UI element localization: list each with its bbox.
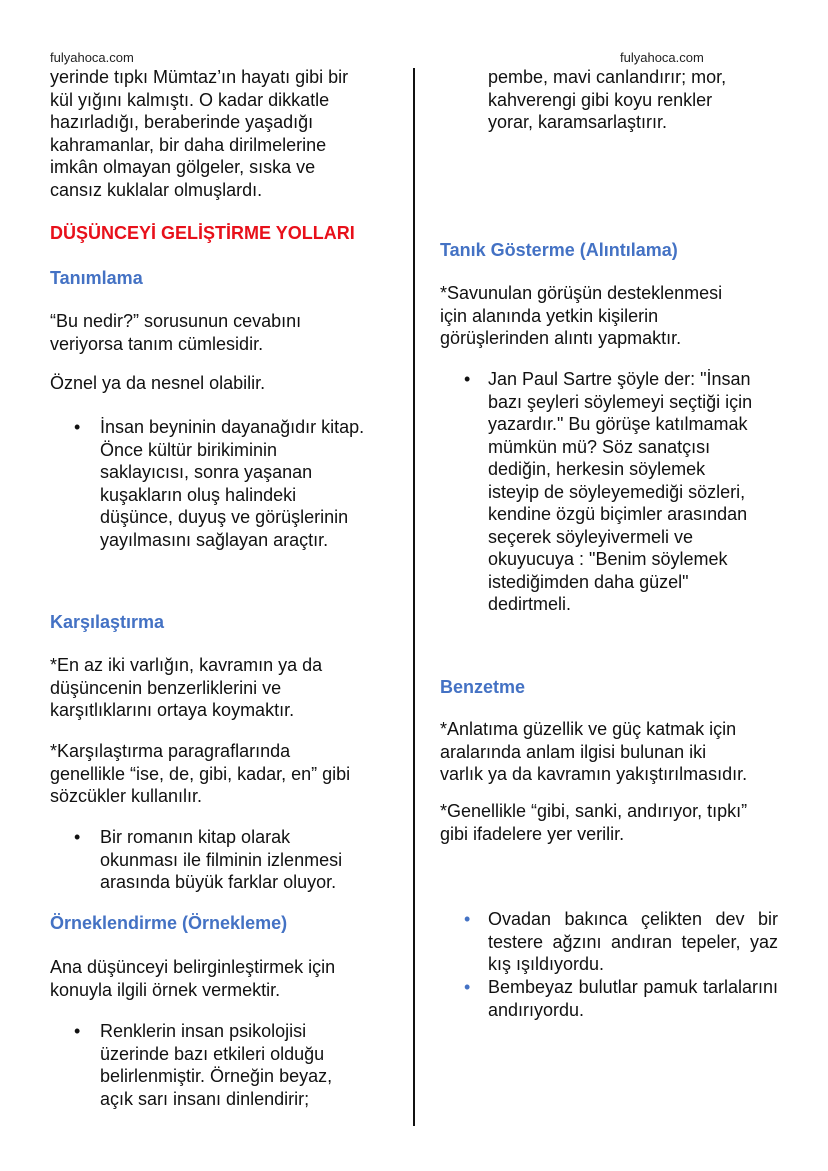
- site-name-right: fulyahoca.com: [620, 50, 704, 65]
- orneklendirme-paragraph: Ana düşünceyi belirginleştirmek için konuyla ilgili örnek vermektir.: [50, 957, 336, 1000]
- heading-tanimlama: Tanımlama: [50, 268, 143, 288]
- tanimlama-paragraph-2: Öznel ya da nesnel olabilir.: [50, 373, 266, 393]
- orneklendirme-example: Renklerin insan psikolojisi üzerinde bazı etkileri olduğu belirlenmiştir. Örneğin beyaz, açık sarı insanı dinlendirir;: [100, 1021, 333, 1109]
- heading-karsilastirma: Karşılaştırma: [50, 612, 165, 632]
- bullet-icon: •: [74, 827, 81, 847]
- benzetme-example-1: Ovadan bakınca çelikten dev bir testere ağzını andıran tepeler, yaz kış ışıldıyordu.: [488, 909, 778, 974]
- heading-benzetme: Benzetme: [440, 677, 526, 697]
- heading-orneklendirme: Örneklendirme (Örnekleme): [50, 913, 288, 933]
- column-divider: [413, 68, 415, 1126]
- karsilastirma-paragraph-1: *En az iki varlığın, kavramın ya da düşüncenin benzerliklerini ve karşıtlıklarını ortaya koymaktır.: [50, 655, 323, 720]
- tanimlama-paragraph-1: “Bu nedir?” sorusunun cevabını veriyorsa tanım cümlesidir.: [50, 311, 302, 354]
- site-name-left: fulyahoca.com: [50, 50, 134, 65]
- bullet-icon: •: [464, 977, 471, 997]
- continuation-paragraph: pembe, mavi canlandırır; mor, kahverengi gibi koyu renkler yorar, karamsarlaştırır.: [488, 67, 727, 132]
- heading-tanik-gosterme: Tanık Gösterme (Alıntılama): [440, 240, 678, 260]
- tanik-example: Jan Paul Sartre şöyle der: "İnsan bazı şeyleri söylemeyi seçtiği için yazardır." Bu görüşe katılmamak mümkün mü? Söz sanatçısı dediğin, herkesin söylemek isteyip de söyleyemediği sözleri, kendine özgü biçimler arasından seçerek söyleyivermeli ve okuyucuya : "Benim söylemek istediğimden daha güzel" dedirtmeli.: [488, 369, 753, 614]
- tanimlama-example: İnsan beyninin dayanağıdır kitap. Önce kültür birikiminin saklayıcısı, sonra yaşanan kuşakların oluş halindeki düşünce, duyuş ve görüşlerinin yayılmasını sağlayan araçtır.: [100, 417, 365, 550]
- benzetme-example-2: Bembeyaz bulutlar pamuk tarlalarını andırıyordu.: [488, 977, 778, 1020]
- karsilastirma-paragraph-2: *Karşılaştırma paragraflarında genellikle “ise, de, gibi, kadar, en” gibi sözcükler kullanılır.: [50, 741, 351, 806]
- bullet-icon: •: [464, 369, 471, 389]
- bullet-icon: •: [74, 1021, 81, 1041]
- karsilastirma-example: Bir romanın kitap olarak okunması ile filminin izlenmesi arasında büyük farklar oluyor.: [100, 827, 343, 892]
- benzetme-paragraph-1: *Anlatıma güzellik ve güç katmak için aralarında anlam ilgisi bulunan iki varlık ya da kavramın yakıştırılmasıdır.: [440, 719, 748, 784]
- bullet-icon: •: [74, 417, 81, 437]
- benzetme-paragraph-2: *Genellikle “gibi, sanki, andırıyor, tıpkı” gibi ifadelere yer verilir.: [440, 801, 748, 844]
- tanik-paragraph: *Savunulan görüşün desteklenmesi için alanında yetkin kişilerin görüşlerinden alıntı yapmaktır.: [440, 283, 723, 348]
- bullet-icon: •: [464, 909, 471, 929]
- main-heading: DÜŞÜNCEYİ GELİŞTİRME YOLLARI: [50, 223, 355, 243]
- intro-paragraph: yerinde tıpkı Mümtaz’ın hayatı gibi bir kül yığını kalmıştı. O kadar dikkatle hazırladığı, beraberinde yaşadığı kahramanlar, bir daha dirilmelerine imkân olmayan gölgeler, sıska ve cansız kuklalar olmuşlardı.: [50, 67, 349, 200]
